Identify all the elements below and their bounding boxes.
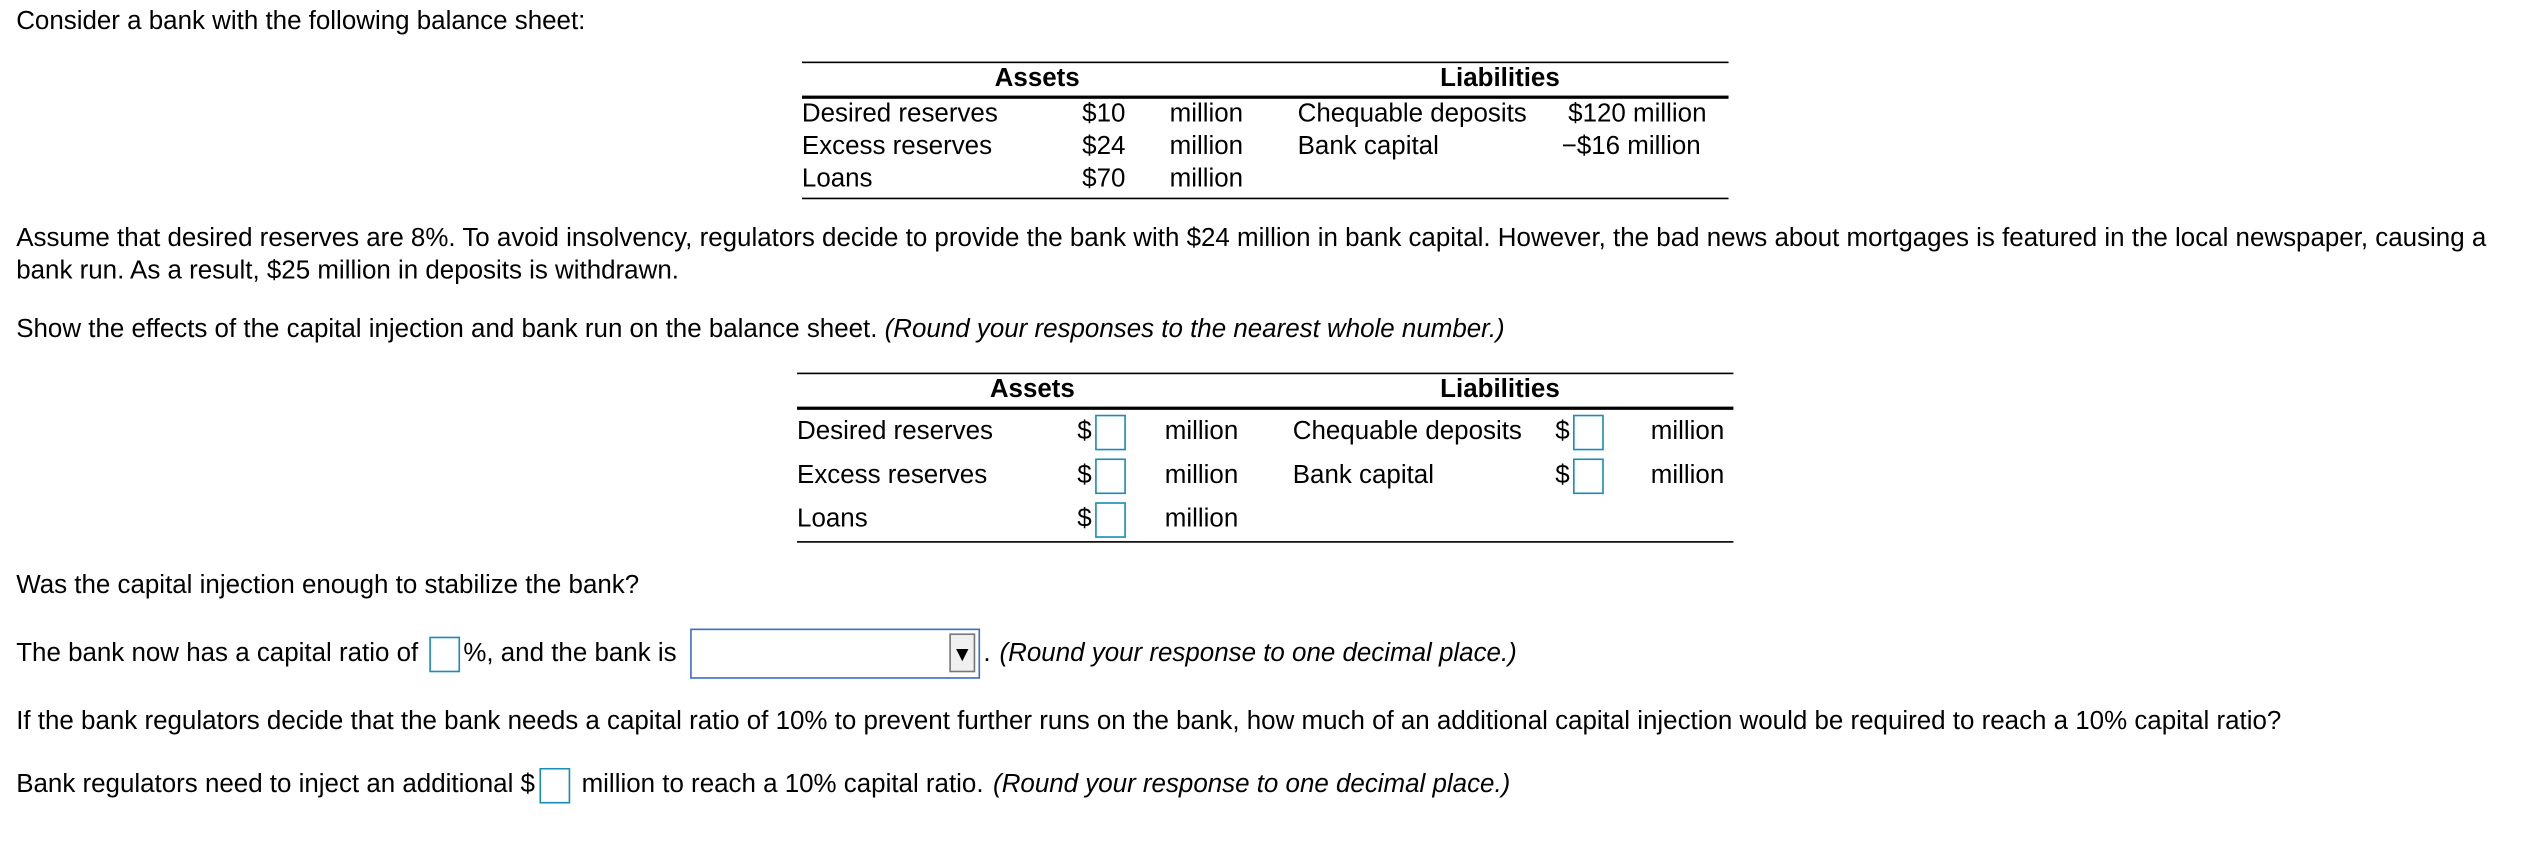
table1-row-asset: Loans (801, 165, 873, 193)
table1-row-asset-value: $70 (1082, 165, 1126, 193)
bank-capital-input[interactable] (1573, 458, 1604, 494)
table2-bottom-rule (797, 541, 1733, 543)
instruction-hint: (Round your responses to the nearest whole number.) (884, 315, 1505, 344)
table2-header-rule (797, 407, 1733, 410)
unit-label: million (1650, 417, 1725, 446)
excess-reserves-input[interactable] (1095, 458, 1126, 494)
unit-label: million (1650, 461, 1725, 490)
instruction-main: Show the effects of the capital injection and bank run on the balance sheet. (16, 315, 878, 344)
bank-status-dropdown[interactable] (690, 629, 980, 679)
table1-row-asset-unit: million (1169, 165, 1244, 193)
question-additional-injection: If the bank regulators decide that the bank needs a capital ratio of 10% to prevent further runs on the bank, how much of an additional capital injection would be required to reach a 10% capital ratio? (16, 707, 2282, 736)
table1-row-asset-value: $10 (1082, 100, 1126, 128)
table1-row-asset: Desired reserves (801, 100, 998, 128)
table2-asset-label: Desired reserves (797, 417, 993, 446)
unit-label: million (1164, 461, 1239, 490)
table2-liability-label: Bank capital (1292, 461, 1434, 490)
table1-header-rule (802, 96, 1729, 99)
table1-row-liability: Bank capital (1297, 132, 1439, 161)
question-stabilize: Was the capital injection enough to stabilize the bank? (16, 571, 640, 600)
table2-liabilities-header: Liabilities (1440, 375, 1560, 404)
table1-row-liability: Chequable deposits (1297, 100, 1527, 128)
desired-reserves-input[interactable] (1095, 415, 1126, 451)
unit-label: million (1164, 417, 1239, 446)
ratio-text-before: The bank now has a capital ratio of (16, 639, 419, 668)
ratio-text-end: . (983, 639, 991, 668)
table1-row-liability-value: $120 million (1568, 100, 1707, 128)
table2-top-rule (797, 373, 1733, 375)
currency-sign: $ (1077, 461, 1092, 490)
table1-bottom-rule (802, 198, 1729, 200)
assumption-text: Assume that desired reserves are 8%. To avoid insolvency, regulators decide to provide the bank with $24 million in bank capital. However, the bad news about mortgages is featured in the local newspaper, causing a (16, 225, 2487, 253)
table2-asset-label: Excess reserves (797, 461, 988, 490)
ratio-hint: (Round your response to one decimal place.) (999, 639, 1517, 668)
chequable-deposits-input[interactable] (1573, 415, 1604, 451)
capital-ratio-input[interactable] (429, 637, 460, 673)
intro-text: Consider a bank with the following balance sheet: (16, 8, 586, 36)
loans-input[interactable] (1095, 502, 1126, 538)
instruction-text (16, 316, 1504, 345)
ratio-text-after: %, and the bank is (463, 639, 677, 668)
table1-assets-header: Assets (994, 64, 1080, 93)
assumption-text-continued: bank run. As a result, $25 million in deposits is withdrawn. (16, 257, 679, 286)
table1-row-asset: Excess reserves (801, 132, 993, 161)
table2-assets-header: Assets (989, 375, 1075, 404)
unit-label: million (1164, 505, 1239, 533)
inject-text-after: million to reach a 10% capital ratio. (581, 771, 984, 799)
dropdown-arrow-icon[interactable]: ▼ (949, 633, 975, 672)
table1-liabilities-header: Liabilities (1440, 64, 1560, 93)
additional-injection-input[interactable] (539, 768, 570, 804)
inject-hint: (Round your response to one decimal place.) (993, 771, 1511, 799)
table1-top-rule (802, 62, 1729, 64)
inject-text-before: Bank regulators need to inject an additional $ (16, 771, 535, 799)
currency-sign: $ (1077, 417, 1092, 446)
table1-row-asset-unit: million (1169, 132, 1244, 161)
table1-row-asset-value: $24 (1082, 132, 1126, 161)
currency-sign: $ (1555, 417, 1570, 446)
table2-asset-label: Loans (797, 505, 868, 533)
table1-row-liability-value: −$16 million (1561, 132, 1701, 161)
currency-sign: $ (1555, 461, 1570, 490)
currency-sign: $ (1077, 505, 1092, 533)
table1-row-asset-unit: million (1169, 100, 1244, 128)
table2-liability-label: Chequable deposits (1292, 417, 1522, 446)
